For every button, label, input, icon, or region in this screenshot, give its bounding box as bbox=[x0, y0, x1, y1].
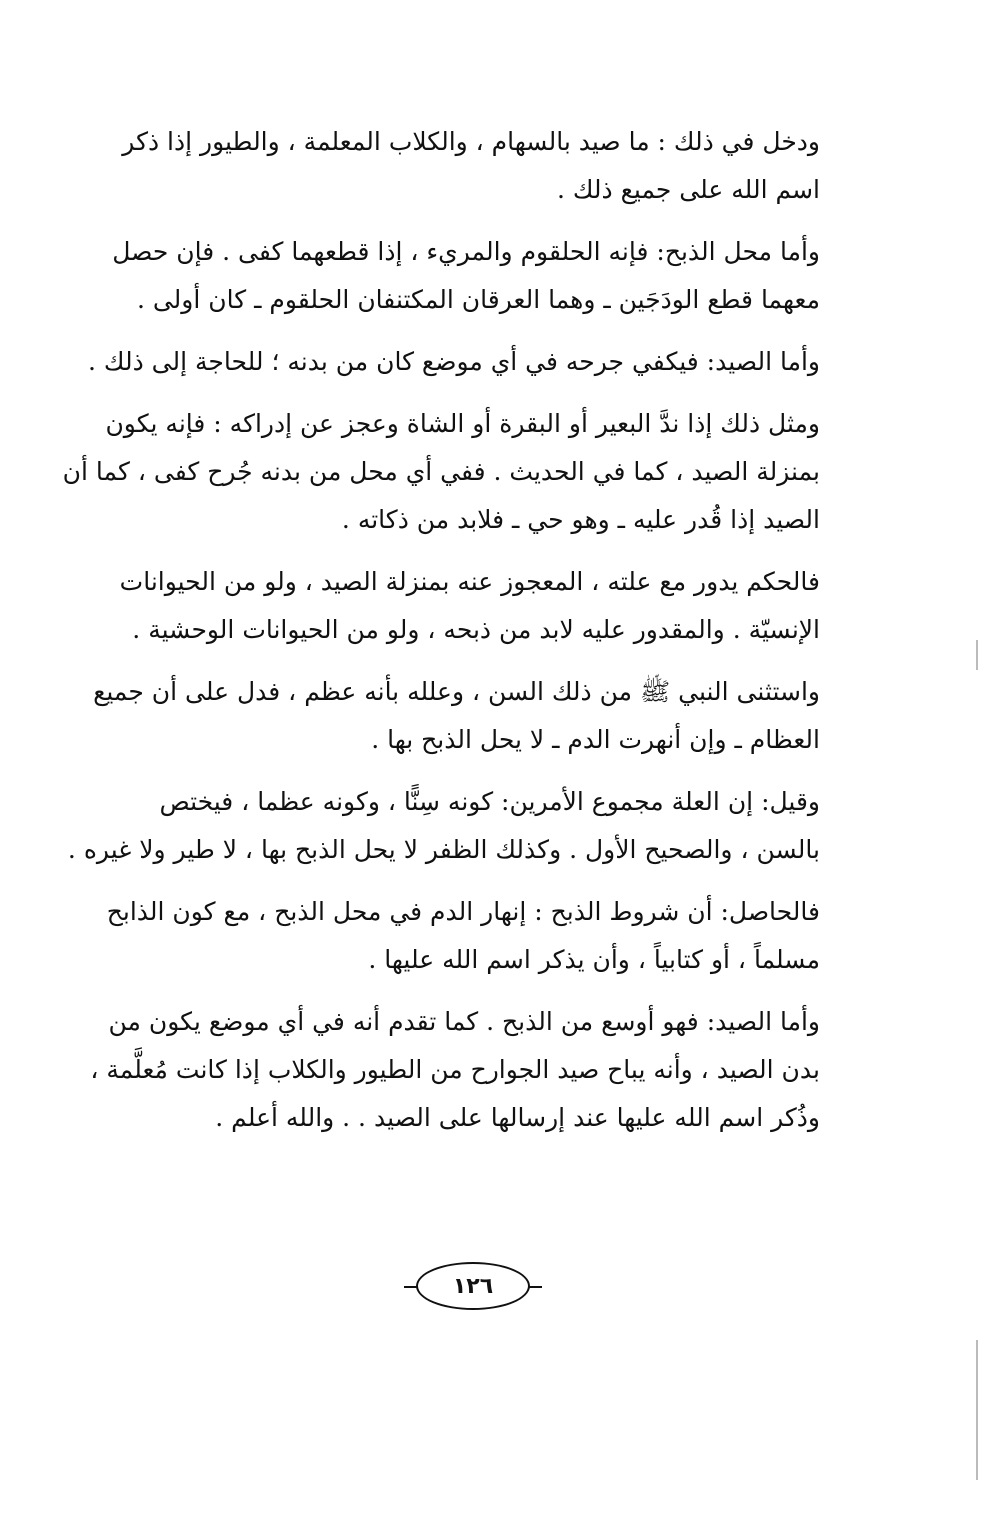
paragraph bbox=[90, 998, 820, 1142]
text-line: وأما الصيد: فيكفي جرحه في أي موضع كان من بدنه ؛ للحاجة إلى ذلك . bbox=[87, 347, 820, 376]
text-line: الصيد إذا قُدر عليه ـ وهو حي ـ فلابد من ذكاته . bbox=[341, 505, 820, 534]
text-line: وأما الصيد: فهو أوسع من الذبح . كما تقدم أنه في أي موضع يكون من bbox=[108, 1007, 820, 1036]
text-line: واستثنى النبي ﷺ من ذلك السن ، وعلله بأنه عظم ، فدل على أن جميع bbox=[93, 677, 820, 706]
paragraph bbox=[93, 668, 820, 764]
paragraph bbox=[62, 400, 820, 544]
text-line: الإنسيّة . والمقدور عليه لابد من ذبحه ، ولو من الحيوانات الوحشية . bbox=[132, 615, 820, 644]
text-line: اسم الله على جميع ذلك . bbox=[556, 175, 820, 204]
paragraph bbox=[108, 118, 820, 214]
page-body bbox=[62, 118, 820, 1156]
scan-mark bbox=[976, 640, 978, 670]
paragraph bbox=[67, 778, 820, 874]
text-line: بالسن ، والصحيح الأول . وكذلك الظفر لا يحل الذبح بها ، لا طير ولا غيره . bbox=[67, 835, 820, 864]
paragraph bbox=[108, 228, 820, 324]
text-line: فالحاصل: أن شروط الذبح : إنهار الدم في محل الذبح ، مع كون الذابح bbox=[106, 897, 820, 926]
page-number bbox=[416, 1262, 530, 1310]
text-line: بمنزلة الصيد ، كما في الحديث . ففي أي محل من بدنه جُرح كفى ، كما أن bbox=[62, 457, 820, 486]
scan-mark bbox=[976, 1340, 978, 1480]
text-line: معهما قطع الودَجَين ـ وهما العرقان المكتنفان الحلقوم ـ كان أولى . bbox=[136, 285, 820, 314]
text-line: العظام ـ وإن أنهرت الدم ـ لا يحل الذبح بها . bbox=[371, 725, 820, 754]
text-line: وذُكر اسم الله عليها عند إرسالها على الصيد . . والله أعلم . bbox=[215, 1103, 820, 1132]
paragraph bbox=[108, 888, 820, 984]
text-line: وأما محل الذبح: فإنه الحلقوم والمريء ، إذا قطعهما كفى . فإن حصل bbox=[112, 237, 820, 266]
paragraph bbox=[87, 338, 820, 386]
page-number-text: ١٢٦ bbox=[452, 1273, 494, 1299]
text-line: ومثل ذلك إذا ندَّ البعير أو البقرة أو الشاة وعجز عن إدراكه : فإنه يكون bbox=[105, 409, 820, 438]
text-line: بدن الصيد ، وأنه يباح صيد الجوارح من الطيور والكلاب إذا كانت مُعلَّمة ، bbox=[90, 1055, 820, 1084]
text-line: ودخل في ذلك : ما صيد بالسهام ، والكلاب المعلمة ، والطيور إذا ذكر bbox=[122, 127, 820, 156]
text-line: فالحكم يدور مع علته ، المعجوز عنه بمنزلة الصيد ، ولو من الحيوانات bbox=[119, 567, 820, 596]
text-line: مسلماً ، أو كتابياً ، وأن يذكر اسم الله عليها . bbox=[368, 945, 820, 974]
text-line: وقيل: إن العلة مجموع الأمرين: كونه سِنًّا ، وكونه عظما ، فيختص bbox=[159, 787, 820, 816]
paragraph bbox=[108, 558, 820, 654]
